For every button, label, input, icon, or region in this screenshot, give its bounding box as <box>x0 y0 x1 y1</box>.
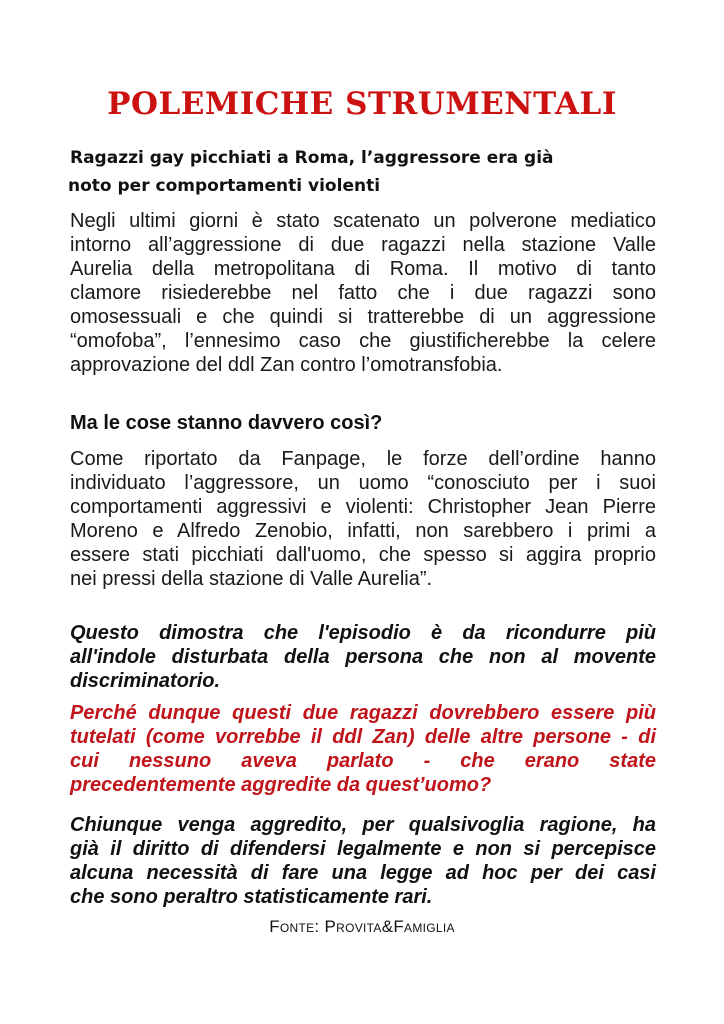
paragraph-line: omosessuali e che quindi si tratterebbe di un aggressione <box>70 306 656 328</box>
section-question: Ma le cose stanno davvero così? <box>70 412 383 434</box>
paragraph-line: Negli ultimi giorni è stato scatenato un polverone mediatico <box>70 210 656 232</box>
headline-line-1: Ragazzi gay picchiati a Roma, l’aggressore era già <box>70 148 554 168</box>
highlighted-line: precedentemente aggredite da quest’uomo? <box>70 774 492 796</box>
highlighted-line: Perché dunque questi due ragazzi dovrebbero essere più <box>70 702 656 724</box>
conclusion-line: discriminatorio. <box>70 670 221 692</box>
paragraph-line: Moreno e Alfredo Zenobio, infatti, non sarebbero i primi a <box>70 520 656 542</box>
article-headline <box>68 144 648 200</box>
closing-block <box>70 813 656 909</box>
paragraph-line: clamore risiederebbe nel fatto che i due ragazzi sono <box>70 282 656 304</box>
conclusion-line: all'indole disturbata della persona che non al movente <box>70 646 656 668</box>
paragraph-line: Come riportato da Fanpage, le forze dell’ordine hanno <box>70 448 656 470</box>
paragraph-line: “omofoba”, l’ennesimo caso che giustificherebbe la celere <box>70 330 656 352</box>
closing-line: già il diritto di difendersi legalmente e non si percepisce <box>70 838 656 860</box>
paragraph-line: nei pressi della stazione di Valle Aurelia”. <box>70 568 433 590</box>
closing-line: alcuna necessità di fare una legge ad hoc per dei casi <box>70 862 656 884</box>
headline-line-2: noto per comportamenti violenti <box>68 176 381 196</box>
paragraph-line: Aurelia della metropolitana di Roma. Il motivo di tanto <box>70 258 656 280</box>
paragraph-line: essere stati picchiati dall'uomo, che spesso si aggira proprio <box>70 544 656 566</box>
source-credit: Fonte: Provita&Famiglia <box>269 917 455 936</box>
closing-line: Chiunque venga aggredito, per qualsivoglia ragione, ha <box>70 814 656 836</box>
page-title: POLEMICHE STRUMENTALI <box>107 86 617 122</box>
paragraph-line: approvazione del ddl Zan contro l’omotransfobia. <box>70 354 503 376</box>
paragraph-line: intorno all’aggressione di due ragazzi nella stazione Valle <box>70 234 656 256</box>
highlighted-line: tutelati (come vorrebbe il ddl Zan) delle altre persone - di <box>70 726 656 748</box>
paragraph-line: individuato l’aggressore, un uomo “conosciuto per i suoi <box>70 472 656 494</box>
intro-paragraph <box>70 209 656 377</box>
paragraph-line: comportamenti aggressivi e violenti: Christopher Jean Pierre <box>70 496 656 518</box>
conclusion-line: Questo dimostra che l'episodio è da ricondurre più <box>70 622 656 644</box>
closing-line: che sono peraltro statisticamente rari. <box>70 886 433 908</box>
highlighted-question-block <box>70 701 656 797</box>
report-paragraph <box>70 447 656 591</box>
conclusion-block <box>70 621 656 693</box>
highlighted-line: cui nessuno aveva parlato - che erano state <box>70 750 656 772</box>
